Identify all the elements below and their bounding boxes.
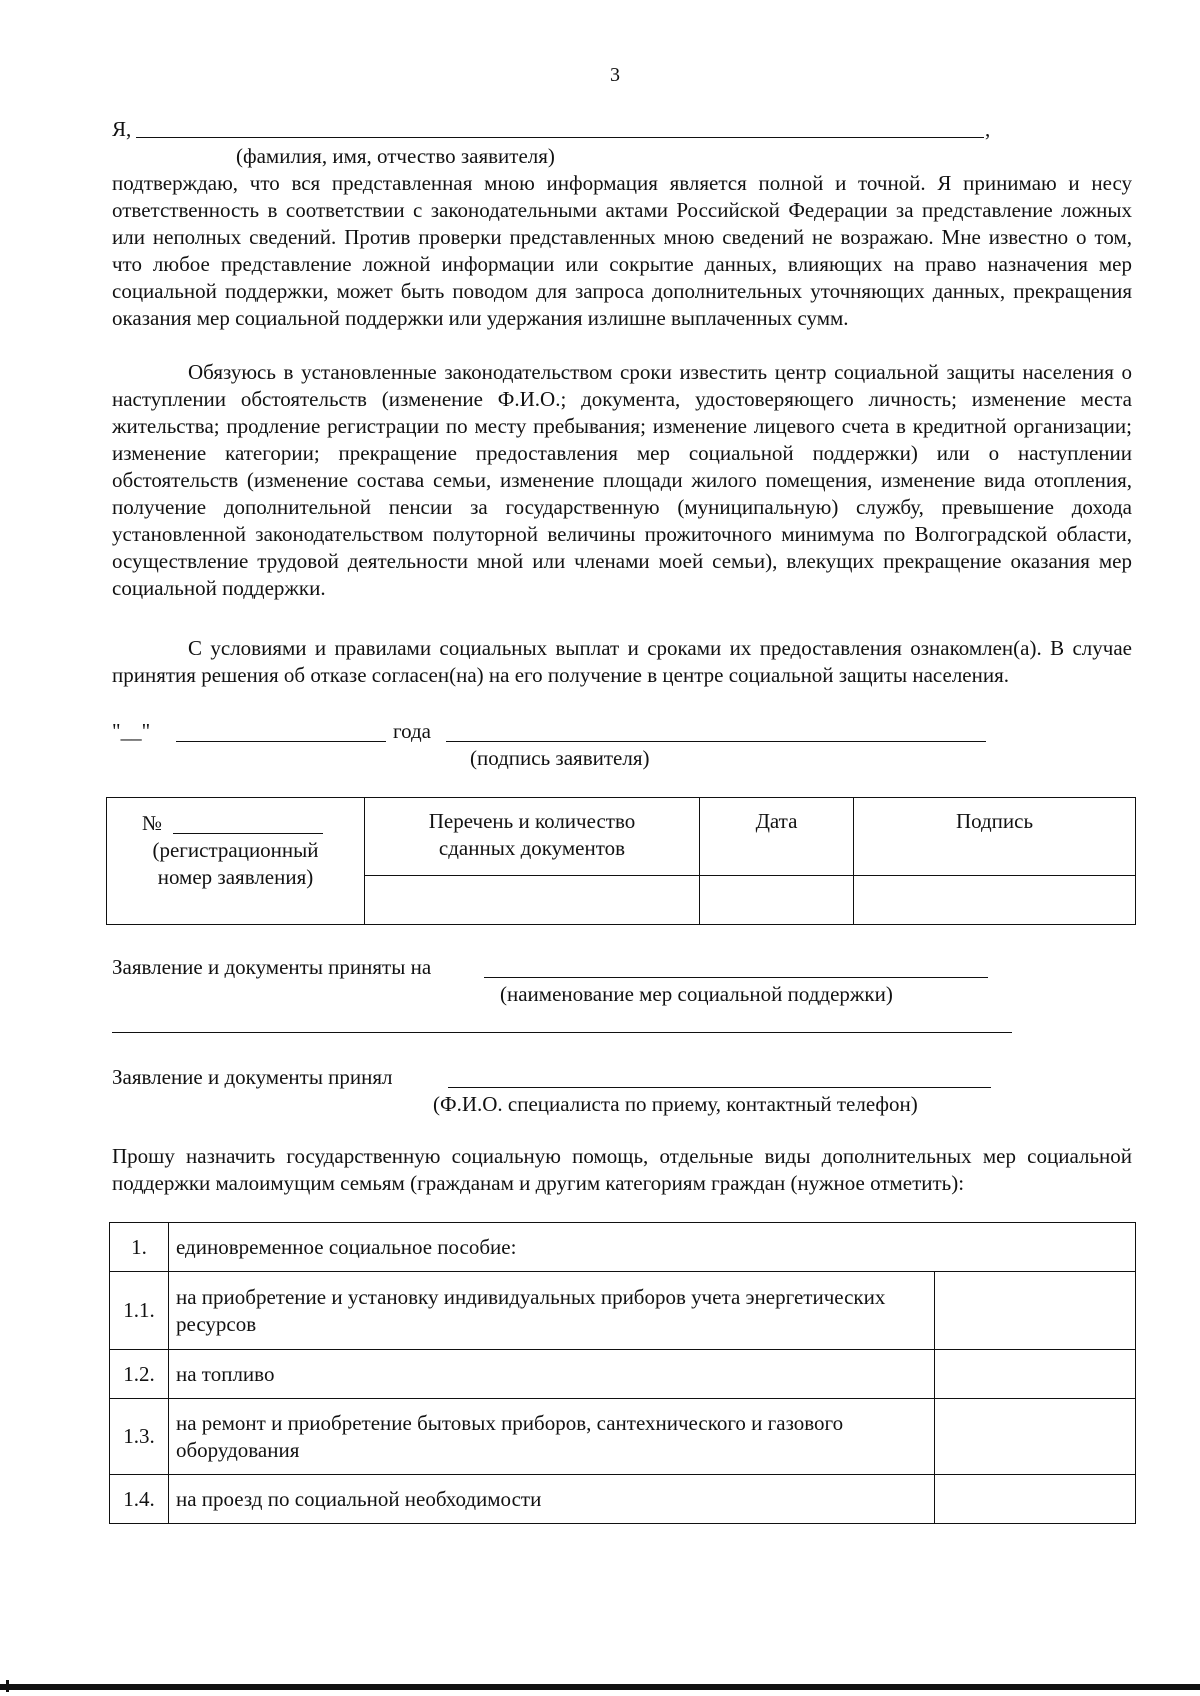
measure-text: на проезд по социальной необходимости (169, 1475, 935, 1524)
applicant-signature-line[interactable] (446, 741, 986, 742)
page-number: 3 (610, 64, 620, 86)
accepted-for-caption: (наименование мер социальной поддержки) (500, 982, 893, 1006)
accepted-by-caption: (Ф.И.О. специалиста по приему, контактный телефон) (433, 1092, 918, 1116)
registration-number-cell (107, 798, 365, 925)
measure-row (110, 1272, 1136, 1350)
date-cell[interactable] (700, 876, 854, 925)
declaration-paragraph-1: подтверждаю, что вся представленная мною информация является полной и точной. Я принимаю и несу ответственность в соответствии с законодательными актами Российской Федерации за представление ложных или неполных сведений. Против проверки представленных мною сведений не возражаю. Мне известно о том, что любое представление ложной информации или сокрытие данных, влияющих на право назначения мер социальной поддержки, может быть поводом для запроса дополнительных уточняющих данных, прекращения оказания мер социальной поддержки или удержания излишне выплаченных сумм. (112, 171, 1132, 330)
measure-row (110, 1223, 1136, 1272)
measure-check-cell[interactable] (935, 1272, 1136, 1350)
declaration-paragraph-3: С условиями и правилами социальных выплат и сроками их предоставления ознакомлен(а). В случае принятия решения об отказе согласен(на) на его получение в центре социальной защиты населения. (112, 636, 1132, 687)
measure-row (110, 1399, 1136, 1475)
signature-cell[interactable] (854, 876, 1136, 925)
accepted-for-label: Заявление и документы приняты на (112, 955, 432, 979)
measure-check-cell[interactable] (935, 1475, 1136, 1524)
measure-number: 1.3. (110, 1399, 169, 1475)
measures-table (109, 1222, 1136, 1524)
measure-text: на ремонт и приобретение бытовых приборов, сантехнического и газового оборудования (169, 1399, 935, 1475)
measure-text: на топливо (169, 1350, 935, 1399)
scan-edge-mark (6, 1680, 9, 1692)
documents-header: Перечень и количество сданных документов (365, 798, 700, 876)
measure-check-cell[interactable] (935, 1350, 1136, 1399)
measure-number: 1. (110, 1223, 169, 1272)
registration-number-caption: (регистрационный номер заявления) (152, 838, 319, 889)
declaration-prefix: Я, (112, 117, 132, 141)
year-label: года (393, 719, 431, 743)
accepted-for-line-2[interactable] (112, 1032, 1012, 1033)
measure-check-cell[interactable] (935, 1399, 1136, 1475)
measure-number: 1.1. (110, 1272, 169, 1350)
date-month-line[interactable] (176, 741, 386, 742)
date-day-quotes: "__" (112, 719, 151, 743)
request-paragraph: Прошу назначить государственную социальную помощь, отдельные виды дополнительных мер социальной поддержки малоимущим семьям (гражданам и другим категориям граждан (нужное отметить): (112, 1144, 1132, 1195)
registration-table (106, 797, 1136, 925)
documents-cell[interactable] (365, 876, 700, 925)
number-sign: № (142, 811, 163, 835)
applicant-name-line[interactable] (136, 137, 984, 138)
registration-number-line[interactable] (173, 810, 323, 834)
signature-header: Подпись (854, 798, 1136, 876)
date-header: Дата (700, 798, 854, 876)
declaration-paragraph-2: Обязуюсь в установленные законодательством сроки известить центр социальной защиты населения о наступлении обстоятельств (изменение Ф.И.О.; документа, удостоверяющего личность; изменение места жительства; продление регистрации по месту пребывания; изменение лицевого счета в кредитной организации; изменение категории; прекращение предоставления мер социальной поддержки) или о наступлении обстоятельств (изменение состава семьи, изменение площади жилого помещения, изменение вида отопления, получение дополнительной пенсии за государственную (муниципальную) службу, превышение дохода установленной законодательством полуторной величины прожиточного минимума по Волгоградской области, осуществление трудовой деятельности мной или членами моей семьи), влекущих прекращение оказания мер социальной поддержки. (112, 360, 1132, 600)
applicant-signature-caption: (подпись заявителя) (470, 746, 650, 770)
declaration-suffix: , (985, 117, 991, 141)
applicant-name-caption: (фамилия, имя, отчество заявителя) (236, 144, 555, 168)
measure-row (110, 1350, 1136, 1399)
accepted-by-label: Заявление и документы принял (112, 1065, 393, 1089)
accepted-by-line[interactable] (448, 1087, 991, 1088)
accepted-for-line[interactable] (484, 977, 988, 978)
measure-row (110, 1475, 1136, 1524)
measure-text: на приобретение и установку индивидуальных приборов учета энергетических ресурсов (169, 1272, 935, 1350)
measure-number: 1.2. (110, 1350, 169, 1399)
measure-number: 1.4. (110, 1475, 169, 1524)
measure-text: единовременное социальное пособие: (169, 1223, 1136, 1272)
scan-edge-bar (0, 1684, 1200, 1690)
